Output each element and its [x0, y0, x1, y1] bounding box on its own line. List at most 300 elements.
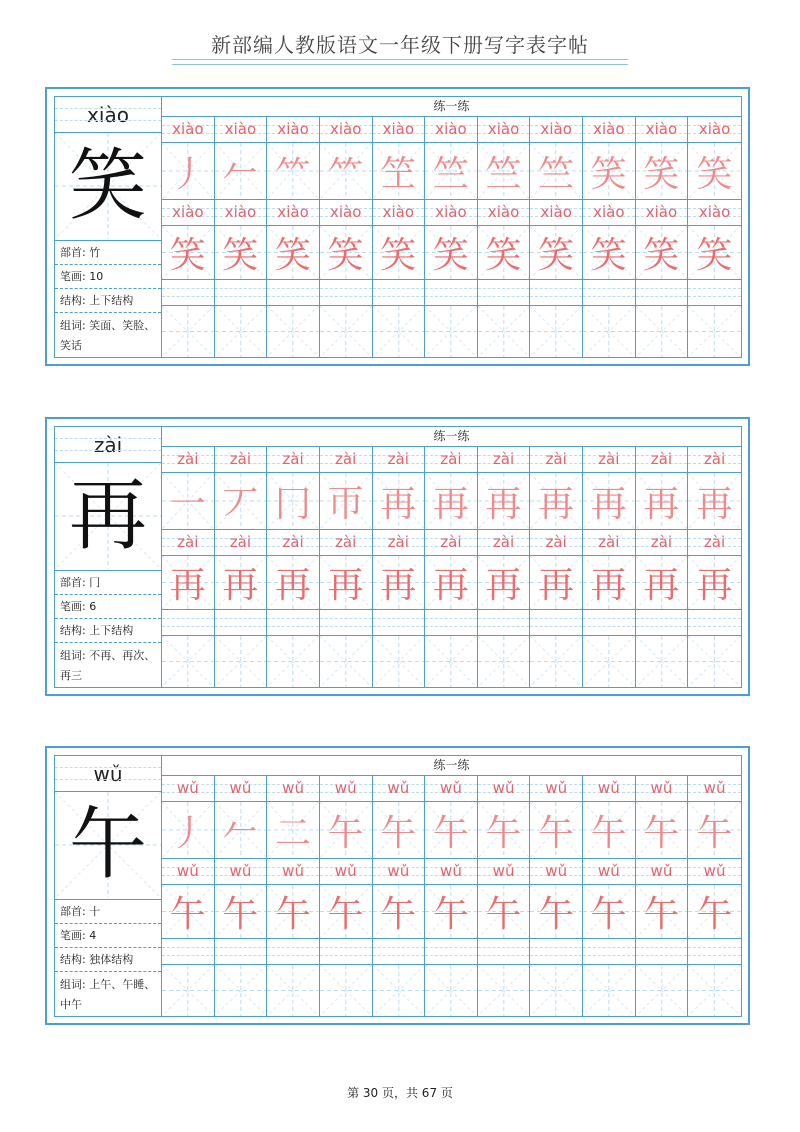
writing-cell[interactable]	[530, 636, 583, 687]
tracing-character: 午	[380, 894, 417, 935]
writing-cell[interactable]	[162, 636, 215, 687]
pinyin-cell[interactable]	[373, 530, 426, 556]
pinyin-text: wǔ	[492, 779, 515, 797]
writing-cell[interactable]	[162, 556, 215, 610]
tracing-character: 午	[590, 894, 627, 935]
writing-cell[interactable]	[267, 965, 320, 1016]
pinyin-cell[interactable]	[478, 939, 531, 965]
writing-cell[interactable]	[530, 306, 583, 357]
character-practice-block	[45, 417, 750, 696]
writing-cell[interactable]	[162, 965, 215, 1016]
pinyin-text: wǔ	[176, 779, 199, 797]
stroke-order-character: 再	[643, 483, 680, 525]
pinyin-cell[interactable]	[267, 610, 320, 636]
structure-info: 结构: 独体结构	[55, 948, 161, 972]
pinyin-cell[interactable]	[530, 859, 583, 885]
writing-cell[interactable]	[215, 885, 268, 939]
stroke-order-row	[162, 473, 741, 530]
writing-cell[interactable]	[425, 143, 478, 200]
writing-cell[interactable]	[320, 885, 373, 939]
title-divider	[172, 59, 628, 60]
pinyin-cell[interactable]	[583, 117, 636, 143]
writing-cell[interactable]	[267, 802, 320, 859]
writing-cell[interactable]	[320, 306, 373, 357]
main-character: 午	[68, 800, 147, 890]
page-footer: 第 30 页，共 67 页	[347, 1086, 453, 1100]
pinyin-cell[interactable]	[425, 447, 478, 473]
pinyin-cell[interactable]	[478, 530, 531, 556]
pinyin-row	[162, 530, 741, 556]
pinyin-cell[interactable]	[688, 776, 741, 802]
writing-cell[interactable]	[636, 802, 689, 859]
tracing-character: 再	[485, 565, 522, 606]
writing-cell[interactable]	[425, 636, 478, 687]
pinyin-cell[interactable]	[583, 939, 636, 965]
pinyin-cell[interactable]	[688, 447, 741, 473]
tracing-row	[162, 885, 741, 939]
pinyin-cell[interactable]	[320, 447, 373, 473]
pinyin-text: wǔ	[334, 779, 357, 797]
stroke-order-character: 丆	[222, 483, 259, 525]
character-info-panel	[55, 427, 162, 687]
writing-cell[interactable]	[478, 556, 531, 610]
writing-cell[interactable]	[478, 802, 531, 859]
word-examples: 组词: 不再、再次、再三	[60, 649, 156, 682]
stroke-order-character: 一	[169, 483, 206, 525]
pinyin-cell[interactable]	[478, 610, 531, 636]
writing-cell[interactable]	[162, 802, 215, 859]
practice-header: 练一练	[162, 427, 741, 447]
pinyin-text: zài	[650, 533, 673, 551]
pinyin-cell[interactable]	[320, 530, 373, 556]
pinyin-text: xiào	[172, 203, 204, 221]
pinyin-cell[interactable]	[636, 447, 689, 473]
pinyin-text: wǔ	[229, 862, 252, 880]
word-examples: 组词: 笑面、笑脸、笑话	[60, 319, 156, 352]
pinyin-text: zài	[545, 450, 567, 468]
stroke-order-row	[162, 143, 741, 200]
practice-grid	[162, 97, 741, 357]
writing-cell[interactable]	[215, 965, 268, 1016]
pinyin-cell[interactable]	[215, 117, 268, 143]
pinyin-cell[interactable]	[320, 859, 373, 885]
pinyin-cell[interactable]	[530, 280, 583, 306]
pinyin-cell[interactable]	[373, 447, 426, 473]
pinyin-text: wǔ	[597, 862, 620, 880]
stroke-order-character: 午	[485, 812, 522, 854]
writing-cell[interactable]	[636, 636, 689, 687]
stroke-order-character: 再	[696, 483, 733, 525]
writing-cell[interactable]	[373, 636, 426, 687]
practice-grid	[162, 427, 741, 687]
writing-cell[interactable]	[478, 306, 531, 357]
writing-cell[interactable]	[267, 556, 320, 610]
pinyin-cell[interactable]	[267, 280, 320, 306]
pinyin-cell[interactable]	[162, 776, 215, 802]
pinyin-cell[interactable]	[215, 859, 268, 885]
stroke-order-character: 午	[590, 812, 627, 854]
pinyin-cell[interactable]	[162, 530, 215, 556]
writing-cell[interactable]	[688, 636, 741, 687]
writing-cell[interactable]	[636, 965, 689, 1016]
writing-cell[interactable]	[583, 556, 636, 610]
tracing-character: 再	[590, 565, 627, 606]
pinyin-cell[interactable]	[530, 776, 583, 802]
pinyin-cell[interactable]	[583, 200, 636, 226]
pinyin-cell[interactable]	[688, 530, 741, 556]
writing-cell[interactable]	[636, 143, 689, 200]
writing-cell[interactable]	[583, 885, 636, 939]
pinyin-text: wǔ	[703, 779, 726, 797]
writing-cell[interactable]	[320, 143, 373, 200]
pinyin-cell[interactable]	[162, 859, 215, 885]
writing-cell[interactable]	[267, 636, 320, 687]
writing-cell[interactable]	[373, 226, 426, 280]
pinyin-text: wǔ	[440, 779, 462, 797]
pinyin-cell[interactable]	[530, 610, 583, 636]
pinyin-text: xiào	[593, 120, 625, 138]
writing-cell[interactable]	[215, 556, 268, 610]
writing-cell[interactable]	[530, 556, 583, 610]
radical-info: 部首: 竹	[55, 241, 161, 265]
writing-cell[interactable]	[373, 556, 426, 610]
pinyin-cell[interactable]	[267, 859, 320, 885]
tracing-character: 午	[169, 894, 206, 935]
writing-cell[interactable]	[688, 556, 741, 610]
pinyin-cell[interactable]	[530, 530, 583, 556]
writing-cell[interactable]	[215, 306, 268, 357]
writing-cell[interactable]	[215, 636, 268, 687]
writing-cell[interactable]	[162, 226, 215, 280]
writing-cell[interactable]	[320, 226, 373, 280]
pinyin-text: xiào	[645, 120, 678, 138]
writing-cell[interactable]	[688, 965, 741, 1016]
writing-cell[interactable]	[425, 556, 478, 610]
writing-cell[interactable]	[373, 143, 426, 200]
pinyin-cell[interactable]	[583, 610, 636, 636]
writing-cell[interactable]	[425, 885, 478, 939]
writing-cell[interactable]	[636, 556, 689, 610]
pinyin-text: wǔ	[387, 862, 410, 880]
radical-info: 部首: 冂	[55, 571, 161, 595]
pinyin-cell[interactable]	[688, 280, 741, 306]
stroke-order-character: 帀	[327, 483, 364, 525]
pinyin-cell[interactable]	[162, 610, 215, 636]
writing-cell[interactable]	[583, 965, 636, 1016]
pinyin-cell[interactable]	[267, 200, 320, 226]
pinyin-cell[interactable]	[688, 200, 741, 226]
pinyin-text: xiào	[540, 203, 572, 221]
pinyin-cell[interactable]	[215, 776, 268, 802]
pinyin-text: xiào	[329, 120, 362, 138]
writing-cell[interactable]	[478, 143, 531, 200]
writing-cell[interactable]	[478, 965, 531, 1016]
pinyin-cell[interactable]	[583, 447, 636, 473]
pinyin-text: zài	[598, 450, 620, 468]
practice-header: 练一练	[162, 756, 741, 776]
pinyin-cell[interactable]	[688, 610, 741, 636]
tracing-character: 再	[432, 565, 469, 606]
stroke-order-row	[162, 802, 741, 859]
pinyin-cell[interactable]	[636, 200, 689, 226]
pinyin-cell[interactable]	[267, 776, 320, 802]
pinyin-text: zài	[177, 533, 199, 551]
writing-cell[interactable]	[636, 885, 689, 939]
stroke-order-character: 午	[380, 812, 417, 854]
pinyin-text: wǔ	[282, 779, 304, 797]
writing-cell[interactable]	[215, 802, 268, 859]
pinyin-cell[interactable]	[688, 939, 741, 965]
pinyin-text: zài	[282, 533, 304, 551]
writing-cell[interactable]	[636, 226, 689, 280]
pinyin-cell[interactable]	[162, 280, 215, 306]
pinyin-cell[interactable]	[320, 280, 373, 306]
writing-cell[interactable]	[373, 965, 426, 1016]
writing-cell[interactable]	[320, 473, 373, 530]
pinyin-text: wǔ	[492, 862, 515, 880]
pinyin-cell[interactable]	[530, 939, 583, 965]
pinyin-cell[interactable]	[267, 530, 320, 556]
writing-cell[interactable]	[373, 885, 426, 939]
writing-cell[interactable]	[267, 885, 320, 939]
writing-cell[interactable]	[373, 473, 426, 530]
pinyin-cell[interactable]	[583, 530, 636, 556]
writing-cell[interactable]	[530, 965, 583, 1016]
pinyin-cell[interactable]	[373, 939, 426, 965]
pinyin-text: zài	[440, 450, 462, 468]
main-character-box	[55, 792, 161, 900]
writing-cell[interactable]	[215, 226, 268, 280]
writing-cell[interactable]	[636, 306, 689, 357]
stroke-order-character: 再	[485, 483, 522, 525]
pinyin-cell[interactable]	[425, 610, 478, 636]
writing-cell[interactable]	[583, 306, 636, 357]
pinyin-cell[interactable]	[373, 610, 426, 636]
pinyin-text: zài	[335, 533, 357, 551]
writing-cell[interactable]	[530, 802, 583, 859]
writing-cell[interactable]	[688, 885, 741, 939]
pinyin-cell[interactable]	[636, 776, 689, 802]
stroke-order-character: 笑	[590, 153, 627, 195]
pinyin-cell[interactable]	[373, 859, 426, 885]
pinyin-text: xiào	[487, 120, 520, 138]
pinyin-cell[interactable]	[530, 447, 583, 473]
stroke-order-character: 丿	[169, 153, 206, 195]
pinyin-cell[interactable]	[688, 117, 741, 143]
writing-cell[interactable]	[688, 226, 741, 280]
writing-cell[interactable]	[267, 226, 320, 280]
pinyin-cell[interactable]	[425, 117, 478, 143]
title-divider	[172, 64, 628, 65]
stroke-order-character: 笁	[380, 153, 417, 195]
writing-cell[interactable]	[267, 306, 320, 357]
writing-cell[interactable]	[215, 473, 268, 530]
pinyin-cell[interactable]	[267, 117, 320, 143]
pinyin-text: wǔ	[597, 779, 620, 797]
pinyin-cell[interactable]	[320, 776, 373, 802]
writing-cell[interactable]	[478, 636, 531, 687]
pinyin-cell[interactable]	[320, 117, 373, 143]
main-pinyin: xiào	[55, 97, 161, 133]
writing-cell[interactable]	[583, 226, 636, 280]
blank-writing-row	[162, 306, 741, 357]
pinyin-row	[162, 200, 741, 226]
pinyin-text: zài	[703, 450, 726, 468]
pinyin-cell[interactable]	[215, 447, 268, 473]
writing-cell[interactable]	[162, 306, 215, 357]
tracing-character: 笑	[485, 235, 522, 276]
writing-cell[interactable]	[583, 473, 636, 530]
pinyin-cell[interactable]	[215, 200, 268, 226]
tracing-character: 午	[696, 894, 733, 935]
pinyin-cell[interactable]	[215, 280, 268, 306]
writing-cell[interactable]	[478, 226, 531, 280]
tracing-character: 笑	[222, 235, 259, 276]
pinyin-cell[interactable]	[267, 447, 320, 473]
pinyin-cell[interactable]	[373, 117, 426, 143]
pinyin-cell[interactable]	[478, 776, 531, 802]
pinyin-text: zài	[387, 533, 409, 551]
pinyin-cell[interactable]	[583, 280, 636, 306]
writing-cell[interactable]	[530, 885, 583, 939]
writing-cell[interactable]	[162, 143, 215, 200]
writing-cell[interactable]	[688, 306, 741, 357]
writing-cell[interactable]	[215, 143, 268, 200]
pinyin-cell[interactable]	[478, 200, 531, 226]
stroke-order-character: 午	[696, 812, 733, 854]
pinyin-cell[interactable]	[373, 200, 426, 226]
writing-cell[interactable]	[320, 556, 373, 610]
writing-cell[interactable]	[425, 965, 478, 1016]
writing-cell[interactable]	[530, 143, 583, 200]
pinyin-cell[interactable]	[425, 280, 478, 306]
pinyin-text: xiào	[382, 120, 415, 138]
pinyin-text: xiào	[645, 203, 678, 221]
pinyin-cell[interactable]	[162, 939, 215, 965]
pinyin-cell[interactable]	[320, 939, 373, 965]
stroke-order-character: 午	[643, 812, 680, 854]
writing-cell[interactable]	[478, 473, 531, 530]
pinyin-cell[interactable]	[162, 200, 215, 226]
writing-cell[interactable]	[530, 473, 583, 530]
tracing-character: 午	[432, 894, 469, 935]
writing-cell[interactable]	[688, 473, 741, 530]
writing-cell[interactable]	[583, 143, 636, 200]
pinyin-text: wǔ	[440, 862, 462, 880]
pinyin-cell[interactable]	[162, 447, 215, 473]
writing-cell[interactable]	[320, 636, 373, 687]
pinyin-text: wǔ	[650, 779, 673, 797]
word-examples: 组词: 上午、午睡、中午	[60, 978, 156, 1011]
writing-cell[interactable]	[583, 636, 636, 687]
writing-cell[interactable]	[162, 473, 215, 530]
pinyin-cell[interactable]	[425, 776, 478, 802]
main-character-box	[55, 133, 161, 241]
tracing-character: 再	[275, 565, 312, 606]
pinyin-cell[interactable]	[162, 117, 215, 143]
writing-cell[interactable]	[688, 143, 741, 200]
pinyin-cell[interactable]	[636, 117, 689, 143]
pinyin-text: wǔ	[229, 779, 252, 797]
writing-cell[interactable]	[425, 473, 478, 530]
pinyin-cell[interactable]	[636, 859, 689, 885]
pinyin-cell[interactable]	[688, 859, 741, 885]
pinyin-cell[interactable]	[425, 939, 478, 965]
writing-cell[interactable]	[688, 802, 741, 859]
pinyin-cell[interactable]	[373, 280, 426, 306]
pinyin-cell[interactable]	[478, 447, 531, 473]
pinyin-cell[interactable]	[425, 859, 478, 885]
pinyin-cell[interactable]	[215, 939, 268, 965]
pinyin-text: xiào	[540, 120, 572, 138]
writing-cell[interactable]	[425, 226, 478, 280]
stroke-order-character: 𠂉	[222, 812, 259, 854]
stroke-order-character: 竺	[485, 153, 522, 195]
pinyin-cell[interactable]	[215, 530, 268, 556]
pinyin-cell[interactable]	[267, 939, 320, 965]
writing-cell[interactable]	[267, 143, 320, 200]
pinyin-cell[interactable]	[425, 530, 478, 556]
pinyin-cell[interactable]	[636, 939, 689, 965]
pinyin-cell[interactable]	[320, 200, 373, 226]
main-pinyin: zài	[55, 427, 161, 463]
stroke-order-character: 冂	[275, 483, 312, 525]
pinyin-text: xiào	[329, 203, 362, 221]
tracing-character: 笑	[380, 235, 417, 276]
tracing-character: 午	[643, 894, 680, 935]
pinyin-cell[interactable]	[530, 200, 583, 226]
pinyin-cell[interactable]	[373, 776, 426, 802]
tracing-character: 笑	[696, 235, 733, 276]
pinyin-cell[interactable]	[583, 776, 636, 802]
writing-cell[interactable]	[425, 802, 478, 859]
stroke-order-character: 𠂉	[222, 153, 259, 195]
pinyin-cell[interactable]	[636, 280, 689, 306]
writing-cell[interactable]	[478, 885, 531, 939]
writing-cell[interactable]	[583, 802, 636, 859]
stroke-order-character: 再	[590, 483, 627, 525]
pinyin-cell[interactable]	[478, 117, 531, 143]
stroke-order-character: 竺	[432, 153, 469, 195]
tracing-character: 午	[538, 894, 575, 935]
writing-cell[interactable]	[373, 306, 426, 357]
writing-cell[interactable]	[162, 885, 215, 939]
tracing-character: 再	[696, 565, 733, 606]
blank-writing-row	[162, 965, 741, 1016]
writing-cell[interactable]	[373, 802, 426, 859]
pinyin-cell[interactable]	[530, 117, 583, 143]
pinyin-row	[162, 776, 741, 802]
writing-cell[interactable]	[320, 802, 373, 859]
writing-cell[interactable]	[320, 965, 373, 1016]
writing-cell[interactable]	[425, 306, 478, 357]
pinyin-cell[interactable]	[320, 610, 373, 636]
writing-cell[interactable]	[636, 473, 689, 530]
stroke-order-character: 午	[538, 812, 575, 854]
pinyin-cell[interactable]	[425, 200, 478, 226]
pinyin-text: xiào	[277, 120, 309, 138]
writing-cell[interactable]	[267, 473, 320, 530]
pinyin-cell[interactable]	[636, 530, 689, 556]
pinyin-cell[interactable]	[636, 610, 689, 636]
pinyin-cell[interactable]	[215, 610, 268, 636]
pinyin-cell[interactable]	[478, 280, 531, 306]
pinyin-cell[interactable]	[583, 859, 636, 885]
writing-cell[interactable]	[530, 226, 583, 280]
pinyin-text: xiào	[435, 120, 467, 138]
pinyin-text: zài	[703, 533, 726, 551]
pinyin-cell[interactable]	[478, 859, 531, 885]
